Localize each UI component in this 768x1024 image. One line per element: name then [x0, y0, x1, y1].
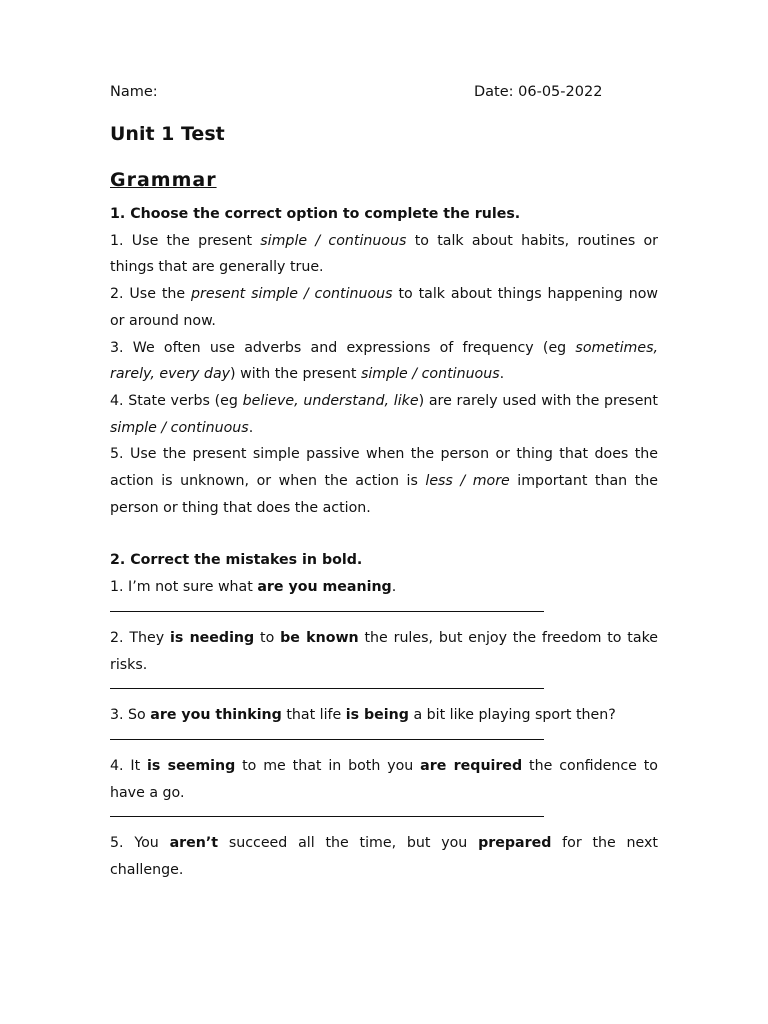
mistake-text: is needing — [170, 629, 255, 646]
exercise-2-item-5 — [110, 830, 658, 883]
item-text: 2. Use the — [110, 286, 191, 303]
item-text: a bit like playing sport then? — [408, 707, 616, 724]
exercise-1-item-1 — [110, 228, 658, 281]
option-b: more — [472, 473, 510, 490]
option-a: present simple — [191, 286, 298, 303]
option-a: simple — [260, 232, 308, 249]
item-text: 3. So — [110, 707, 151, 724]
item-text: 5. Use the present simple passive when the person or thing that does the action is unknown, or when the action is — [110, 446, 658, 490]
item-text: 3. We often use adverbs and expressions of frequency (eg — [110, 339, 576, 356]
item-text: to — [254, 629, 281, 646]
option-a: less — [425, 473, 453, 490]
mistake-text: prepared — [478, 835, 552, 852]
mistake-text: is seeming — [147, 757, 236, 774]
item-text: 4. It — [110, 757, 148, 774]
header-row — [110, 84, 658, 106]
name-label: Name: — [110, 84, 158, 100]
item-text: to talk about things happening now or around now. — [110, 286, 658, 329]
item-text: 1. I’m not sure what — [110, 579, 258, 596]
item-text: that life — [281, 707, 346, 724]
option-separator: / — [307, 232, 329, 249]
exercise-2-title: 2. Correct the mistakes in bold. — [110, 552, 363, 569]
option-b: continuous — [314, 286, 393, 303]
item-text: 2. They — [110, 629, 170, 646]
mistake-text: aren’t — [169, 835, 219, 852]
item-text: the rules, but enjoy the freedom to take risks. — [110, 629, 659, 673]
item-text: important than the person or thing that does the action. — [110, 473, 658, 516]
item-text: 5. You — [110, 835, 170, 852]
item-text: . — [391, 579, 397, 596]
mistake-text: be known — [280, 629, 359, 646]
exercise-2-item-1 — [110, 574, 658, 601]
item-text: ) with the present — [230, 366, 361, 383]
answer-line[interactable] — [110, 611, 544, 612]
item-text: to talk about habits, routines or things that are generally true. — [110, 232, 658, 276]
exercise-2-item-3 — [110, 702, 658, 729]
item-text: . — [248, 419, 254, 436]
answer-line[interactable] — [110, 688, 544, 689]
example-words: sometimes, rarely, every day — [110, 339, 658, 383]
exercise-2 — [110, 547, 658, 883]
option-b: continuous — [170, 419, 249, 436]
exercise-1-title: 1. Choose the correct option to complete the rules. — [110, 206, 521, 222]
option-a: simple — [110, 419, 157, 436]
exercise-2-item-4 — [110, 753, 658, 806]
exercise-1 — [110, 201, 658, 521]
page-title: Unit 1 Test — [110, 123, 225, 145]
option-b: continuous — [421, 366, 500, 383]
item-text: succeed all the time, but you — [218, 835, 479, 852]
option-separator: / — [407, 366, 422, 383]
exercise-1-item-2 — [110, 281, 658, 334]
example-words: believe, understand, like — [242, 392, 419, 409]
option-b: continuous — [328, 232, 407, 249]
exercise-1-item-4 — [110, 388, 658, 441]
mistake-text: are required — [420, 757, 523, 774]
section-heading: Grammar — [110, 169, 217, 191]
option-separator: / — [452, 473, 473, 490]
option-separator: / — [297, 286, 315, 303]
exercise-2-item-2 — [110, 625, 658, 678]
item-text: 4. State verbs (eg — [110, 392, 243, 409]
mistake-text: are you meaning — [257, 579, 392, 596]
exercise-1-item-3 — [110, 335, 658, 388]
item-text: for the next challenge. — [110, 835, 658, 879]
item-text: . — [499, 366, 505, 383]
option-a: simple — [360, 366, 408, 383]
worksheet-page — [110, 84, 658, 884]
answer-line[interactable] — [110, 739, 544, 740]
item-text: to me that in both you — [235, 757, 421, 774]
item-text: the confidence to have a go. — [110, 757, 658, 801]
date-label: Date: 06-05-2022 — [474, 84, 603, 100]
item-text: 1. Use the present — [110, 232, 261, 249]
option-separator: / — [156, 419, 171, 436]
exercise-1-item-5 — [110, 441, 658, 521]
mistake-text: is being — [345, 707, 409, 724]
item-text: ) are rarely used with the present — [418, 392, 658, 409]
answer-line[interactable] — [110, 816, 544, 817]
mistake-text: are you thinking — [150, 707, 282, 724]
